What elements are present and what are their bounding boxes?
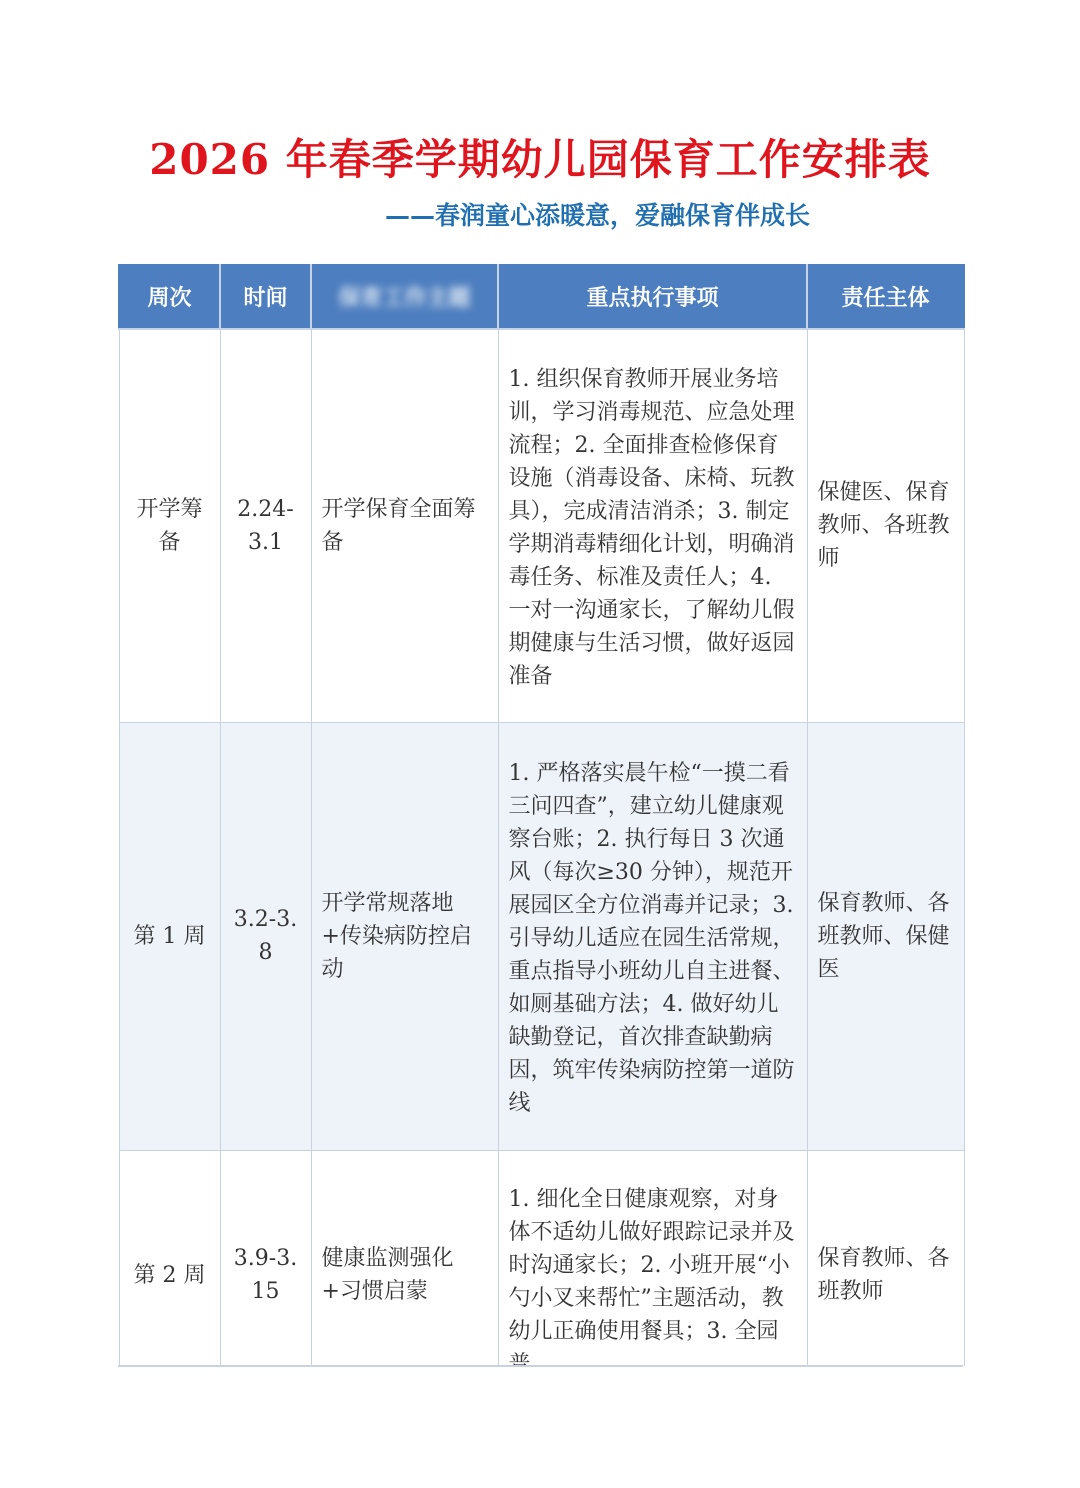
cell-time: 3.9-3.15 [220, 1150, 311, 1400]
cell-tasks: 1. 严格落实晨午检“一摸二看三问四查”，建立幼儿健康观察台账；2. 执行每日 3 次通风（每次≥30 分钟），规范开展园区全方位消毒并记录；3. 引导幼儿适应在园生活常规，重点指导小班幼儿自主进餐、如厕基础方法；4. 做好幼儿缺勤登记，首次排查缺勤病因，筑牢传染病防控第一道防线 [498, 722, 807, 1150]
header-tasks: 重点执行事项 [498, 264, 807, 329]
cell-time: 3.2-3.8 [220, 722, 311, 1150]
cell-owner: 保育教师、各班教师 [807, 1150, 964, 1400]
cell-owner: 保健医、保育教师、各班教师 [807, 329, 964, 722]
cell-tasks: 1. 组织保育教师开展业务培训，学习消毒规范、应急处理流程；2. 全面排查检修保育设施（消毒设备、床椅、玩教具），完成清洁消杀；3. 制定学期消毒精细化计划，明确消毒任务、标准及责任人；4. 一对一沟通家长，了解幼儿假期健康与生活习惯，做好返园准备 [498, 329, 807, 722]
page-bottom-margin [0, 1366, 1080, 1488]
header-week: 周次 [119, 264, 220, 329]
cell-theme: 开学常规落地+传染病防控启动 [311, 722, 498, 1150]
cell-tasks: 1. 细化全日健康观察，对身体不适幼儿做好跟踪记录并及时沟通家长；2. 小班开展“小勺小叉来帮忙”主题活动，教幼儿正确使用餐具；3. 全园 [498, 1150, 807, 1400]
cell-time: 2.24-3.1 [220, 329, 311, 722]
table-cut-line [118, 1365, 963, 1367]
header-theme-text: 保育工作主题 [338, 285, 471, 311]
schedule-table [118, 264, 965, 1401]
cell-week: 第 1 周 [119, 722, 220, 1150]
table-row [119, 722, 964, 1150]
table-header-row [119, 264, 964, 329]
page-title: 2026 年春季学期幼儿园保育工作安排表 [149, 135, 931, 184]
table-row [119, 329, 964, 722]
header-owner: 责任主体 [807, 264, 964, 329]
cell-week: 开学筹备 [119, 329, 220, 722]
cell-theme: 健康监测强化+习惯启蒙 [311, 1150, 498, 1400]
cell-theme: 开学保育全面筹备 [311, 329, 498, 722]
header-theme [311, 264, 498, 329]
table-row [119, 1150, 964, 1400]
page-subtitle: ——春润童心添暖意，爱融保育伴成长 [384, 201, 810, 230]
cell-owner: 保育教师、各班教师、保健医 [807, 722, 964, 1150]
cell-week: 第 2 周 [119, 1150, 220, 1400]
header-time: 时间 [220, 264, 311, 329]
